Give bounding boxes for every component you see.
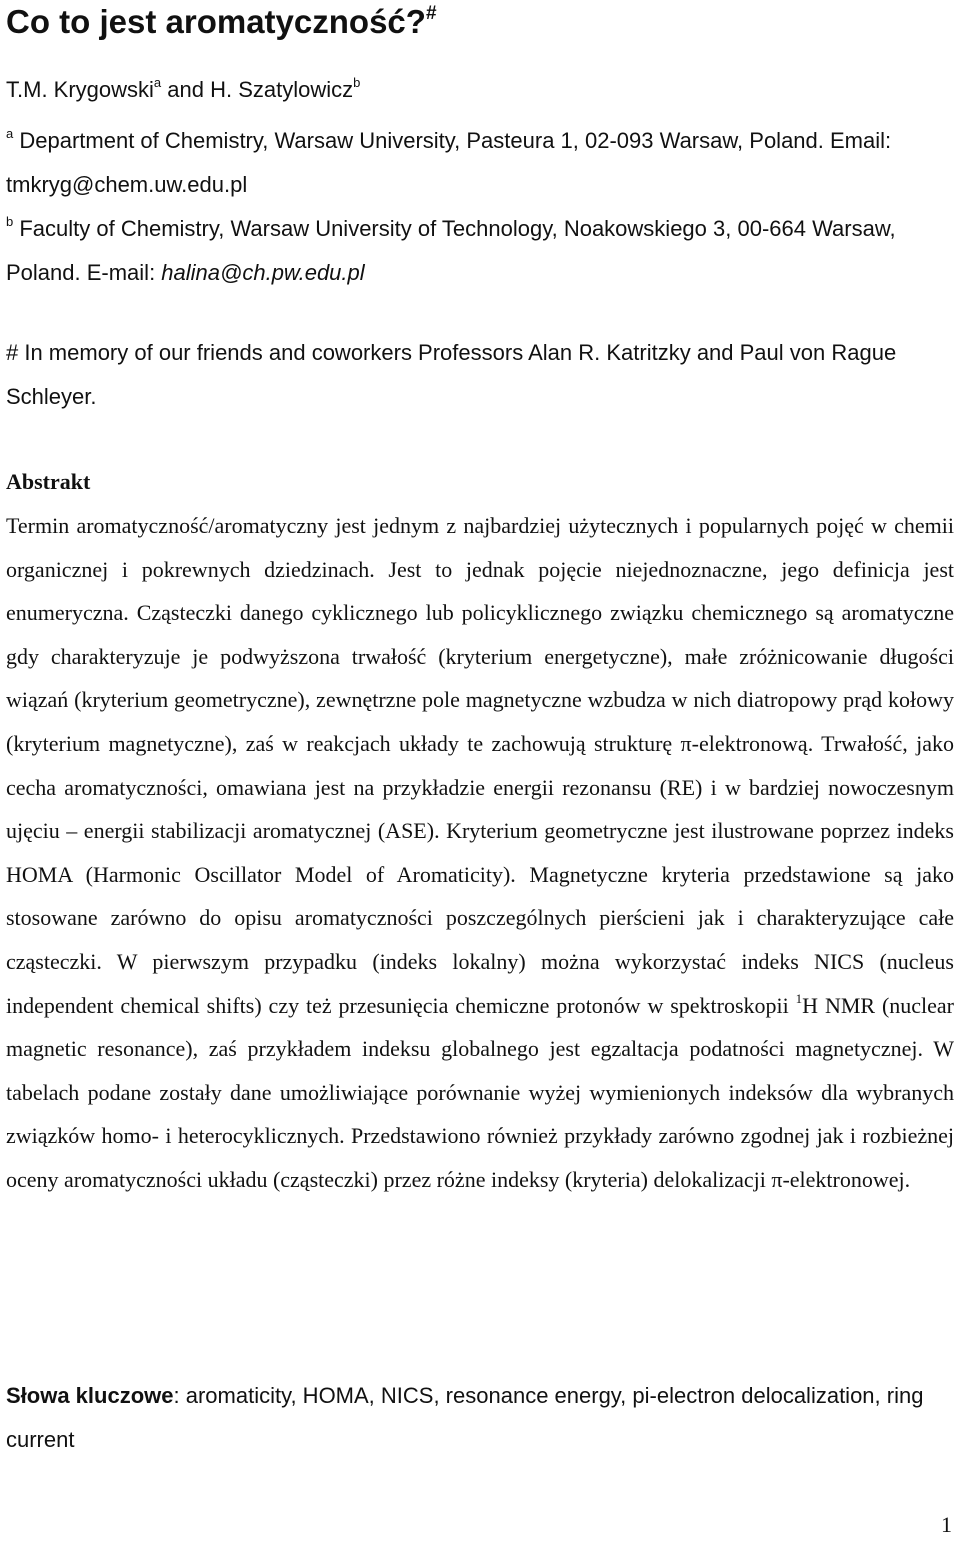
author-line [6,74,360,106]
affiliation-mark: a [6,126,14,141]
abstract-body [6,504,954,1202]
paper-title: Co to jest aromatyczność?# [6,3,437,40]
title-footnote-mark: # [425,3,437,24]
keywords-label: Słowa kluczowe [6,1383,174,1408]
abstract-text-2: H NMR (nuclear magnetic resonance), zaś przykładem indeksu globalnego jest egzaltacja podatności magnetycznej. W tabelach podane zostały dane umożliwiające porównanie wyżej wymienionych indeksów dla wybranych związków homo- i heterocyklicznych. Przedstawiono również przykłady zarówno zgodnej jak i rozbieżnej oceny aromatyczności układu (cząsteczki) przez różne indeksy (kryteria) delokalizacji π-elektronowej. [6,992,955,1192]
affiliation-a [6,119,954,207]
keywords-text: : aromaticity, HOMA, NICS, resonance energy, pi-electron delocalization, ring current [6,1383,924,1452]
affiliation-b-text: Faculty of Chemistry, Warsaw University of Technology, Noakowskiego 3, 00-664 Warsaw, Poland. E-mail: [6,216,896,285]
affiliations [6,119,954,295]
author-affil-mark: a [153,75,162,90]
author-connector: and [167,77,204,102]
affiliation-a-text: Department of Chemistry, Warsaw University, Pasteura 1, 02-093 Warsaw, Poland. Email: tmkryg@chem.uw.edu.pl [6,128,892,197]
email-link[interactable]: halina@ch.pw.edu.pl [161,260,365,285]
keywords [6,1374,954,1462]
author-szatylowicz: H. Szatylowicz [210,77,354,102]
nmr-superscript: 1 [795,990,803,1006]
abstract-heading: Abstrakt [6,469,91,494]
page-number: 1 [941,1512,952,1537]
author-krygowski: T.M. Krygowski [6,77,154,102]
affiliation-b [6,207,954,295]
memorial-note: # In memory of our friends and coworkers Professors Alan R. Katritzky and Paul von Rague Schleyer. [6,340,897,409]
affiliation-mark: b [6,214,14,229]
abstract-text-1: Termin aromatyczność/aromatyczny jest jednym z najbardziej użytecznych i popularnych pojęć w chemii organicznej i pokrewnych dziedzinach. Jest to jednak pojęcie niejednoznaczne, jego definicja jest enumeryczna. Cząsteczki danego cyklicznego lub policyklicznego związku chemicznego są aromatyczne gdy charakteryzuje je podwyższona trwałość (kryterium energetyczne), małe zróżnicowanie długości wiązań (kryterium geometryczne), zewnętrzne pole magnetyczne wzbudza w nich diatropowy prąd kołowy (kryterium magnetyczne), zaś w reakcjach układy te zachowują strukturę π-elektronową. Trwałość, jako cecha aromatyczności, omawiana jest na przykładzie energii rezonansu (RE) i w bardziej nowoczesnym ujęciu – energii stabilizacji aromatycznej (ASE). Kryterium geometryczne jest ilustrowane poprzez indeks HOMA (Harmonic Oscillator Model of Aromaticity). Magnetyczne kryteria przedstawione są jako stosowane zarówno do opisu aromatyczności poszczególnych pierścieni jak i charakteryzujące całe cząsteczki. W pierwszym przypadku (indeks lokalny) można wykorzystać indeks NICS (nucleus independent chemical shifts) czy też przesunięcia chemiczne protonów w spektroskopii [6,513,954,1018]
author-affil-mark: b [353,75,361,90]
